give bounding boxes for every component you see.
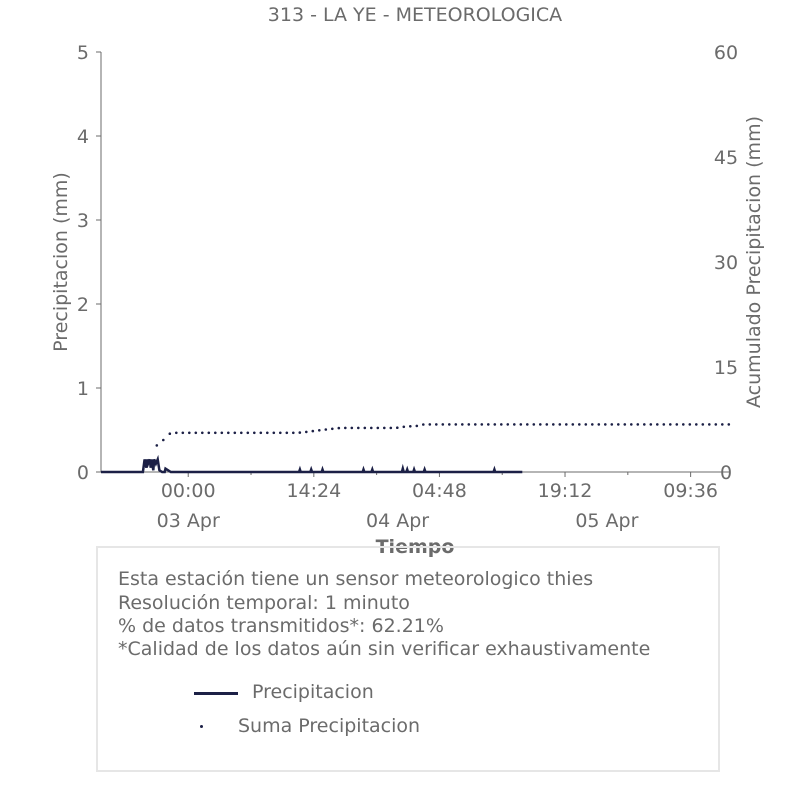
series-dot-suma-precipitacion bbox=[188, 432, 191, 435]
series-dot-suma-precipitacion bbox=[208, 432, 211, 435]
series-dot-suma-precipitacion bbox=[572, 423, 575, 426]
x-date-label: 04 Apr bbox=[366, 510, 430, 532]
temporal-resolution: Resolución temporal: 1 minuto bbox=[118, 592, 410, 614]
series-dot-suma-precipitacion bbox=[370, 427, 373, 430]
x-tick-label: 00:00 bbox=[160, 480, 216, 502]
series-dot-suma-precipitacion bbox=[598, 423, 601, 426]
series-dot-suma-precipitacion bbox=[195, 432, 198, 435]
series-dot-suma-precipitacion bbox=[344, 427, 347, 430]
x-tick-label: 14:24 bbox=[286, 480, 342, 502]
transmitted-data-percent: % de datos transmitidos*: 62.21% bbox=[118, 615, 444, 637]
series-dot-suma-precipitacion bbox=[429, 423, 432, 426]
series-dot-suma-precipitacion bbox=[175, 432, 178, 435]
series-dot-suma-precipitacion bbox=[403, 426, 406, 429]
series-dot-suma-precipitacion bbox=[689, 423, 692, 426]
series-dot-suma-precipitacion bbox=[468, 423, 471, 426]
series-dot-suma-precipitacion bbox=[591, 423, 594, 426]
y-tick-label: 5 bbox=[76, 42, 89, 64]
series-dot-suma-precipitacion bbox=[585, 423, 588, 426]
x-axis-label: Tiempo bbox=[375, 536, 455, 558]
series-dot-suma-precipitacion bbox=[474, 423, 477, 426]
series-dot-suma-precipitacion bbox=[227, 432, 230, 435]
series-dot-suma-precipitacion bbox=[487, 423, 490, 426]
legend-line-swatch bbox=[194, 692, 238, 695]
series-dot-suma-precipitacion bbox=[273, 432, 276, 435]
series-dot-suma-precipitacion bbox=[578, 423, 581, 426]
series-dot-suma-precipitacion bbox=[650, 423, 653, 426]
series-dot-suma-precipitacion bbox=[247, 432, 250, 435]
series-dot-suma-precipitacion bbox=[708, 423, 711, 426]
series-dot-suma-precipitacion bbox=[695, 423, 698, 426]
series-dot-suma-precipitacion bbox=[182, 432, 185, 435]
series-dot-suma-precipitacion bbox=[513, 423, 516, 426]
series-dot-suma-precipitacion bbox=[630, 423, 633, 426]
series-dot-suma-precipitacion bbox=[624, 423, 627, 426]
series-dot-suma-precipitacion bbox=[318, 429, 321, 432]
series-dot-suma-precipitacion bbox=[292, 432, 295, 435]
series-dot-suma-precipitacion bbox=[331, 428, 334, 431]
series-dot-suma-precipitacion bbox=[520, 423, 523, 426]
series-dot-suma-precipitacion bbox=[162, 439, 165, 442]
series-dot-suma-precipitacion bbox=[500, 423, 503, 426]
series-dot-suma-precipitacion bbox=[481, 423, 484, 426]
series-dot-suma-precipitacion bbox=[409, 425, 412, 428]
series-dot-suma-precipitacion bbox=[455, 423, 458, 426]
series-dot-suma-precipitacion bbox=[383, 427, 386, 430]
y2-tick-label: 30 bbox=[713, 252, 739, 274]
series-dot-suma-precipitacion bbox=[559, 423, 562, 426]
y2-tick-label: 45 bbox=[713, 147, 739, 169]
legend-item-suma-precipitacion: Suma Precipitacion bbox=[238, 715, 421, 737]
series-dot-suma-precipitacion bbox=[169, 432, 172, 435]
x-tick-label: 19:12 bbox=[537, 480, 593, 502]
series-dot-suma-precipitacion bbox=[266, 432, 269, 435]
station-description: Esta estación tiene un sensor meteorologico thies bbox=[118, 568, 594, 590]
chart-title: 313 - LA YE - METEOROLOGICA bbox=[267, 4, 563, 26]
series-dot-suma-precipitacion bbox=[494, 423, 497, 426]
series-dot-suma-precipitacion bbox=[721, 423, 724, 426]
series-dot-suma-precipitacion bbox=[539, 423, 542, 426]
series-dot-suma-precipitacion bbox=[299, 431, 302, 434]
series-line-precipitacion bbox=[101, 459, 522, 472]
series-dot-suma-precipitacion bbox=[526, 423, 529, 426]
data-quality-note: *Calidad de los datos aún sin verificar exhaustivamente bbox=[118, 638, 651, 660]
y-tick-label: 3 bbox=[76, 210, 89, 232]
series-dot-suma-precipitacion bbox=[351, 427, 354, 430]
series-dot-suma-precipitacion bbox=[663, 423, 666, 426]
series-dot-suma-precipitacion bbox=[617, 423, 620, 426]
series-dot-suma-precipitacion bbox=[260, 432, 263, 435]
series-dot-suma-precipitacion bbox=[396, 426, 399, 429]
series-dot-suma-precipitacion bbox=[338, 427, 341, 430]
y2-axis-label: Acumulado Precipitacion (mm) bbox=[743, 116, 765, 408]
y2-tick-label: 0 bbox=[719, 462, 733, 484]
y-tick-label: 2 bbox=[76, 294, 89, 316]
series-dot-suma-precipitacion bbox=[325, 428, 328, 431]
series-dot-suma-precipitacion bbox=[728, 423, 731, 426]
series-dot-suma-precipitacion bbox=[533, 423, 536, 426]
series-dot-suma-precipitacion bbox=[676, 423, 679, 426]
series-dot-suma-precipitacion bbox=[221, 432, 224, 435]
x-tick-label: 04:48 bbox=[412, 480, 467, 502]
series-dot-suma-precipitacion bbox=[422, 423, 425, 426]
series-dot-suma-precipitacion bbox=[552, 423, 555, 426]
series-dot-suma-precipitacion bbox=[643, 423, 646, 426]
series-dot-suma-precipitacion bbox=[669, 423, 672, 426]
series-dot-suma-precipitacion bbox=[390, 427, 393, 430]
axes bbox=[77, 42, 738, 532]
series-dot-suma-precipitacion bbox=[435, 423, 438, 426]
series-dot-suma-precipitacion bbox=[279, 432, 282, 435]
series-dot-suma-precipitacion bbox=[565, 423, 568, 426]
series-dot-suma-precipitacion bbox=[461, 423, 464, 426]
series-dot-suma-precipitacion bbox=[240, 432, 243, 435]
series-dot-suma-precipitacion bbox=[214, 432, 217, 435]
y-tick-label: 1 bbox=[76, 378, 89, 400]
y-tick-label: 0 bbox=[76, 462, 89, 484]
y-axis-label: Precipitacion (mm) bbox=[50, 172, 72, 352]
legend-dot-swatch bbox=[200, 725, 203, 728]
series-dot-suma-precipitacion bbox=[305, 431, 308, 434]
series-dot-suma-precipitacion bbox=[656, 423, 659, 426]
series-dot-suma-precipitacion bbox=[702, 423, 705, 426]
x-date-label: 05 Apr bbox=[575, 510, 639, 532]
x-tick-label: 09:36 bbox=[663, 480, 719, 502]
series-dot-suma-precipitacion bbox=[448, 423, 451, 426]
series-dot-suma-precipitacion bbox=[546, 423, 549, 426]
y2-tick-label: 15 bbox=[713, 357, 739, 379]
series-dot-suma-precipitacion bbox=[682, 423, 685, 426]
series-dot-suma-precipitacion bbox=[312, 430, 315, 433]
series-dot-suma-precipitacion bbox=[715, 423, 718, 426]
series-dot-suma-precipitacion bbox=[234, 432, 237, 435]
series-dot-suma-precipitacion bbox=[364, 427, 367, 430]
series-dot-suma-precipitacion bbox=[253, 432, 256, 435]
info-box bbox=[96, 546, 720, 772]
series-dot-suma-precipitacion bbox=[611, 423, 614, 426]
series-dot-suma-precipitacion bbox=[377, 427, 380, 430]
series-dot-suma-precipitacion bbox=[156, 444, 159, 447]
series-dot-suma-precipitacion bbox=[442, 423, 445, 426]
series-dot-suma-precipitacion bbox=[507, 423, 510, 426]
series-dot-suma-precipitacion bbox=[637, 423, 640, 426]
series-dot-suma-precipitacion bbox=[604, 423, 607, 426]
series-dot-suma-precipitacion bbox=[286, 432, 289, 435]
series-dot-suma-precipitacion bbox=[201, 432, 204, 435]
legend-item-precipitacion: Precipitacion bbox=[252, 681, 374, 703]
series-dot-suma-precipitacion bbox=[357, 427, 360, 430]
x-date-label: 03 Apr bbox=[156, 510, 220, 532]
series-dot-suma-precipitacion bbox=[416, 425, 419, 428]
series-layer bbox=[101, 423, 730, 472]
y-tick-label: 4 bbox=[76, 126, 89, 148]
y2-tick-label: 60 bbox=[713, 42, 739, 64]
